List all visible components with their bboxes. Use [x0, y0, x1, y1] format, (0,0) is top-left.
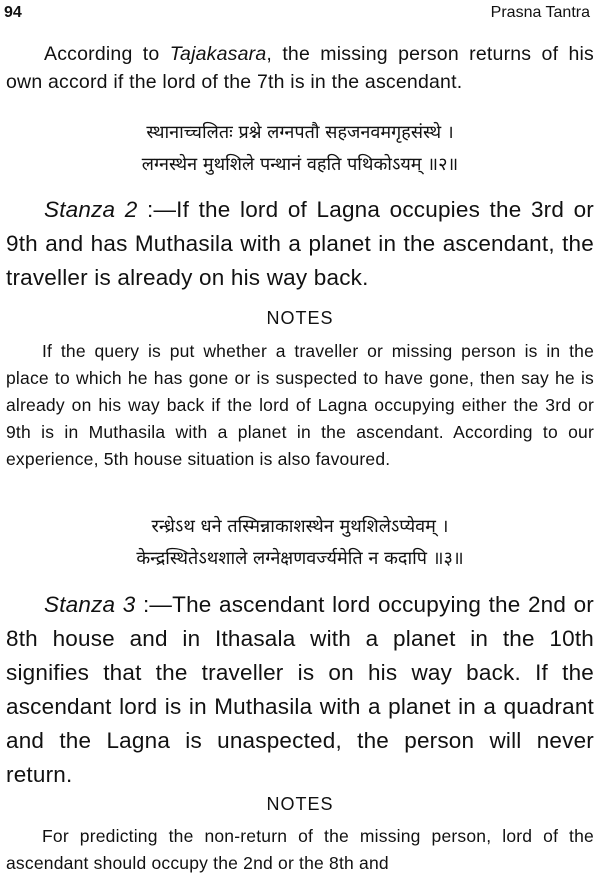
- stanza-2-label: Stanza 2: [44, 197, 138, 222]
- stanza-3-text: :—The ascendant lord occupying the 2nd or 8th house and in Ithasala with a planet in the 10th signifies that the traveller is on his way back. If the ascendant lord is in Muthasila with a planet in a quadrant and the Lagna is unaspected, the person will never return.: [6, 592, 594, 787]
- notes-2-paragraph: [6, 823, 594, 877]
- verse-2-line-1: स्थानाच्चलितः प्रश्ने लग्नपतौ सहजनवमगृहसंस्थे ।: [146, 122, 454, 143]
- stanza-2-text: :—If the lord of Lagna occupies the 3rd or 9th and has Muthasila with a planet in the ascendant, the traveller is already on his way back.: [6, 197, 594, 290]
- intro-rest: , the missing person returns of his own accord if the lord of the 7th is in the ascendant.: [6, 43, 594, 93]
- notes-2-text: For predicting the non-return of the missing person, lord of the ascendant should occupy the 2nd or the 8th and: [6, 826, 594, 873]
- verse-3-line-2: केन्द्रस्थितेऽथशाले लग्नेक्षणवर्ज्यमेति न कदापि ॥३॥: [136, 548, 464, 569]
- stanza-3-paragraph: [6, 588, 594, 792]
- notes-heading-2: NOTES: [266, 794, 334, 814]
- page-number: 94: [4, 4, 22, 21]
- intro-prefix: According to: [44, 43, 170, 65]
- verse-3-line-1: रन्ध्रेऽथ धने तस्मिन्नाकाशस्थेन मुथशिलेऽप्येवम् ।: [151, 516, 449, 537]
- intro-source: Tajakasara: [169, 43, 267, 65]
- intro-paragraph: [6, 40, 594, 96]
- running-title: Prasna Tantra: [490, 4, 590, 21]
- notes-heading-1: NOTES: [266, 308, 334, 328]
- notes-1-text: If the query is put whether a traveller or missing person is in the place to which he has gone or is suspected to have gone, then say he is already on his way back if the lord of Lagna occupying either the 3rd or 9th is in Muthasila with a planet in the ascendant. According to our experience, 5th house situation is also favoured.: [6, 341, 594, 469]
- stanza-3-label: Stanza 3: [44, 592, 136, 617]
- verse-2-line-2: लग्नस्थेन मुथशिले पन्थानं वहति पथिकोऽयम् ॥२॥: [141, 154, 459, 175]
- page-header: [0, 0, 600, 30]
- notes-1-paragraph: [6, 338, 594, 473]
- stanza-2-paragraph: [6, 193, 594, 295]
